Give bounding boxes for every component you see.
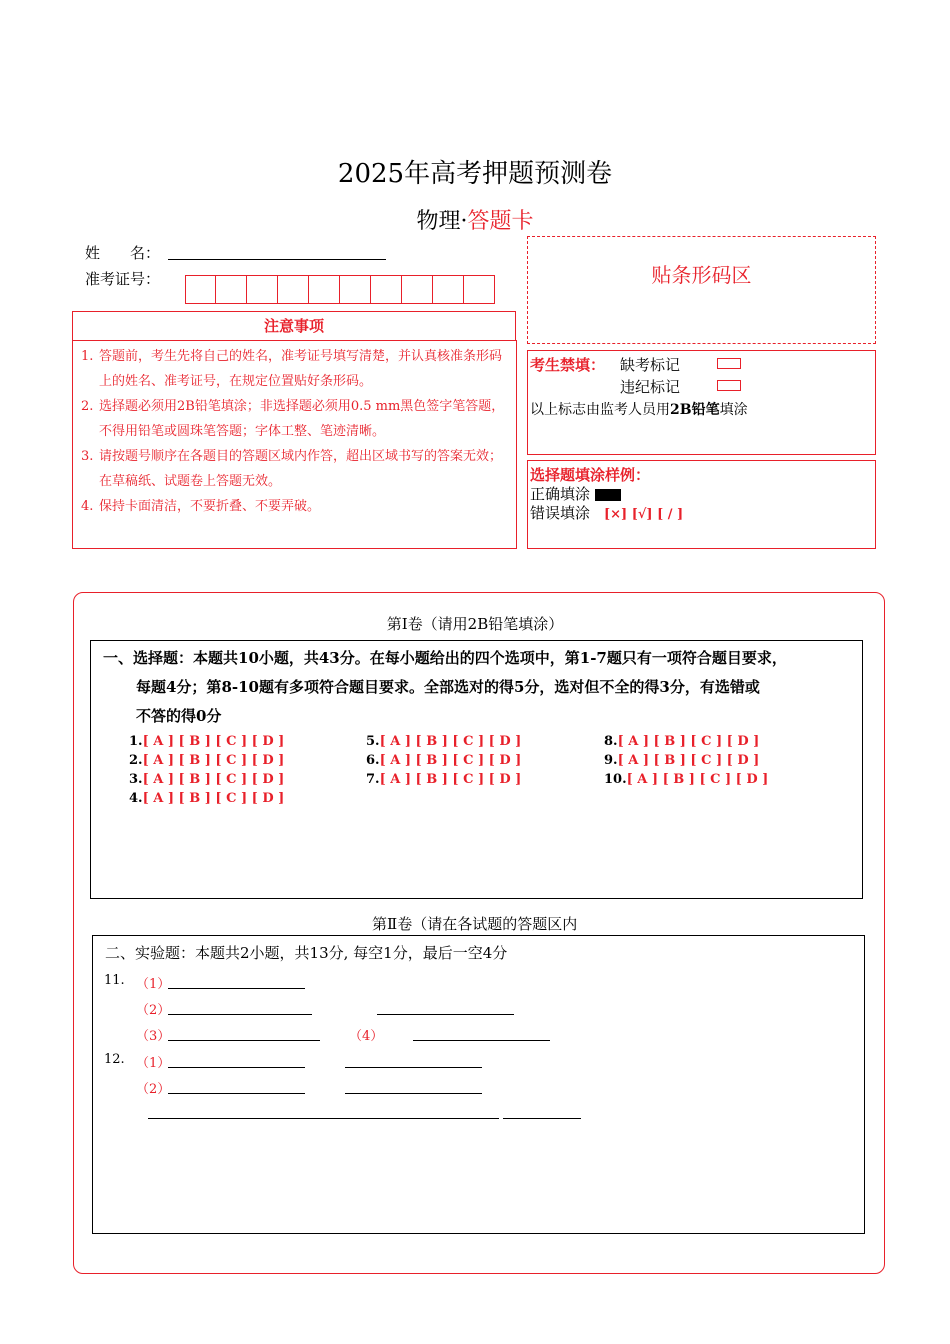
choice-num: 9. bbox=[604, 753, 618, 768]
part1-heading-3: 不答的得0分 bbox=[136, 707, 222, 725]
choice-options[interactable]: [ A ] [ B ] [ C ] [ D ] bbox=[617, 734, 760, 749]
q12-blank-3a[interactable] bbox=[148, 1118, 499, 1119]
choice-options[interactable]: [ A ] [ B ] [ C ] [ D ] bbox=[142, 791, 285, 806]
notice-num: 4. bbox=[81, 499, 94, 514]
id-digit-cell[interactable] bbox=[185, 275, 216, 304]
absent-mark[interactable] bbox=[717, 358, 741, 369]
violation-label: 违纪标记 bbox=[620, 378, 681, 396]
choice-options[interactable]: [ A ] [ B ] [ C ] [ D ] bbox=[626, 772, 769, 787]
q12-sub1-label: （1） bbox=[136, 1056, 171, 1071]
choice-row-10[interactable] bbox=[604, 772, 768, 787]
id-digit-cell[interactable] bbox=[247, 275, 278, 304]
name-label: 姓 名： bbox=[85, 244, 161, 262]
choice-row-5[interactable] bbox=[366, 734, 521, 749]
notice-num: 3. bbox=[81, 449, 94, 464]
q11-sub4-label: （4） bbox=[349, 1029, 384, 1044]
choice-options[interactable]: [ A ] [ B ] [ C ] [ D ] bbox=[379, 753, 522, 768]
q11-sub1-label: （1） bbox=[136, 977, 171, 992]
choice-num: 6. bbox=[366, 753, 380, 768]
q11-blank-4[interactable] bbox=[413, 1040, 550, 1041]
choice-row-9[interactable] bbox=[604, 753, 759, 768]
filled-mark-icon bbox=[595, 489, 621, 501]
barcode-area bbox=[527, 236, 876, 344]
forbidden-note-pre: 以上标志由监考人员用 bbox=[530, 402, 670, 418]
q11-blank-2a[interactable] bbox=[168, 1014, 312, 1015]
part1-heading-1: 一、选择题：本题共10小题，共43分。在每小题给出的四个选项中，第1-7题只有一项符合题目要求， bbox=[103, 649, 787, 667]
wrong-label: 错误填涂 bbox=[530, 504, 591, 522]
choice-options[interactable]: [ A ] [ B ] [ C ] [ D ] bbox=[142, 753, 285, 768]
id-digit-cell[interactable] bbox=[340, 275, 371, 304]
q12-blank-1a[interactable] bbox=[168, 1067, 305, 1068]
q11-number: 11. bbox=[104, 973, 125, 988]
id-digit-cell[interactable] bbox=[278, 275, 309, 304]
exam-title: 2025年高考押题预测卷 bbox=[337, 159, 613, 189]
q12-number: 12. bbox=[104, 1052, 125, 1067]
part2-title: 第Ⅱ卷（请在各试题的答题区内 bbox=[372, 915, 578, 933]
choice-row-7[interactable] bbox=[366, 772, 521, 787]
sample-title: 选择题填涂样例： bbox=[530, 466, 651, 484]
part2-box bbox=[92, 935, 865, 1234]
q12-blank-2b[interactable] bbox=[345, 1093, 482, 1094]
choice-num: 2. bbox=[129, 753, 143, 768]
choice-num: 10. bbox=[604, 772, 627, 787]
forbidden-note-post: 填涂 bbox=[719, 402, 748, 418]
choice-num: 1. bbox=[129, 734, 143, 749]
part1-box bbox=[90, 640, 863, 899]
choice-num: 3. bbox=[129, 772, 143, 787]
choice-row-1[interactable] bbox=[129, 734, 284, 749]
wrong-row bbox=[530, 502, 683, 523]
forbidden-note-bold: 2B铅笔 bbox=[670, 402, 720, 418]
choice-options[interactable]: [ A ] [ B ] [ C ] [ D ] bbox=[142, 734, 285, 749]
notice-text: 请按题号顺序在各题目的答题区域内作答，超出区域书写的答案无效；在草稿纸、试题卷上答题无效。 bbox=[99, 449, 503, 489]
notice-box bbox=[72, 340, 517, 549]
choice-row-6[interactable] bbox=[366, 753, 521, 768]
correct-label: 正确填涂 bbox=[530, 485, 591, 503]
choice-row-2[interactable] bbox=[129, 753, 284, 768]
q12-blank-1b[interactable] bbox=[345, 1067, 482, 1068]
notice-num: 1. bbox=[81, 349, 94, 364]
forbidden-note bbox=[530, 399, 748, 419]
id-digit-cell[interactable] bbox=[464, 275, 495, 304]
wrong-marks: [×] [√] [ / ] bbox=[604, 507, 684, 522]
forbidden-box bbox=[527, 350, 876, 455]
q12-blank-3b[interactable] bbox=[503, 1118, 581, 1119]
id-digit-cell[interactable] bbox=[371, 275, 402, 304]
choice-row-3[interactable] bbox=[129, 772, 284, 787]
q11-sub2-label: （2） bbox=[136, 1003, 171, 1018]
choice-num: 8. bbox=[604, 734, 618, 749]
part1-title: 第Ⅰ卷（请用2B铅笔填涂） bbox=[386, 615, 564, 633]
notice-item bbox=[81, 494, 511, 519]
notice-item bbox=[81, 344, 511, 394]
subject-label: 物理· bbox=[416, 209, 468, 234]
q11-blank-1[interactable] bbox=[168, 988, 305, 989]
absent-label: 缺考标记 bbox=[620, 356, 681, 374]
q12-sub2-label: （2） bbox=[136, 1082, 171, 1097]
choice-options[interactable]: [ A ] [ B ] [ C ] [ D ] bbox=[379, 772, 522, 787]
choice-num: 7. bbox=[366, 772, 380, 787]
q11-blank-3[interactable] bbox=[168, 1040, 320, 1041]
notice-text: 保持卡面清洁，不要折叠、不要弄破。 bbox=[99, 499, 321, 514]
barcode-label: 贴条形码区 bbox=[651, 263, 752, 287]
id-digit-cell[interactable] bbox=[216, 275, 247, 304]
id-label: 准考证号： bbox=[85, 270, 161, 288]
choice-row-8[interactable] bbox=[604, 734, 759, 749]
card-subtitle bbox=[0, 204, 950, 235]
id-digit-cell[interactable] bbox=[402, 275, 433, 304]
choice-options[interactable]: [ A ] [ B ] [ C ] [ D ] bbox=[142, 772, 285, 787]
part2-heading: 二、实验题：本题共2小题，共13分, 每空1分，最后一空4分 bbox=[105, 944, 508, 962]
notice-text: 选择题必须用2B铅笔填涂；非选择题必须用0.5 mm黑色签字笔答题，不得用铅笔或圆珠笔答题；字体工整、笔迹清晰。 bbox=[99, 399, 505, 439]
choice-num: 5. bbox=[366, 734, 380, 749]
notice-num: 2. bbox=[81, 399, 94, 414]
part1-heading-2: 每题4分；第8-10题有多项符合题目要求。全部选对的得5分，选对但不全的得3分，有选错或 bbox=[136, 678, 760, 696]
notice-item bbox=[81, 394, 511, 444]
card-label: 答题卡 bbox=[467, 209, 534, 234]
name-field[interactable] bbox=[168, 259, 386, 260]
choice-num: 4. bbox=[129, 791, 143, 806]
choice-row-4[interactable] bbox=[129, 791, 284, 806]
choice-options[interactable]: [ A ] [ B ] [ C ] [ D ] bbox=[379, 734, 522, 749]
sample-box bbox=[527, 460, 876, 549]
choice-options[interactable]: [ A ] [ B ] [ C ] [ D ] bbox=[617, 753, 760, 768]
q11-blank-2b[interactable] bbox=[377, 1014, 514, 1015]
notice-title: 注意事项 bbox=[72, 311, 516, 341]
id-number-grid bbox=[185, 275, 495, 304]
forbidden-label: 考生禁填： bbox=[530, 356, 606, 374]
violation-mark[interactable] bbox=[717, 380, 741, 391]
id-digit-cell[interactable] bbox=[309, 275, 340, 304]
q12-blank-2a[interactable] bbox=[168, 1093, 305, 1094]
notice-item bbox=[81, 444, 511, 494]
id-digit-cell[interactable] bbox=[433, 275, 464, 304]
q11-sub3-label: （3） bbox=[136, 1029, 171, 1044]
notice-text: 答题前，考生先将自己的姓名，准考证号填写清楚，并认真核准条形码上的姓名、准考证号，在规定位置贴好条形码。 bbox=[99, 349, 503, 389]
correct-row bbox=[530, 483, 621, 504]
